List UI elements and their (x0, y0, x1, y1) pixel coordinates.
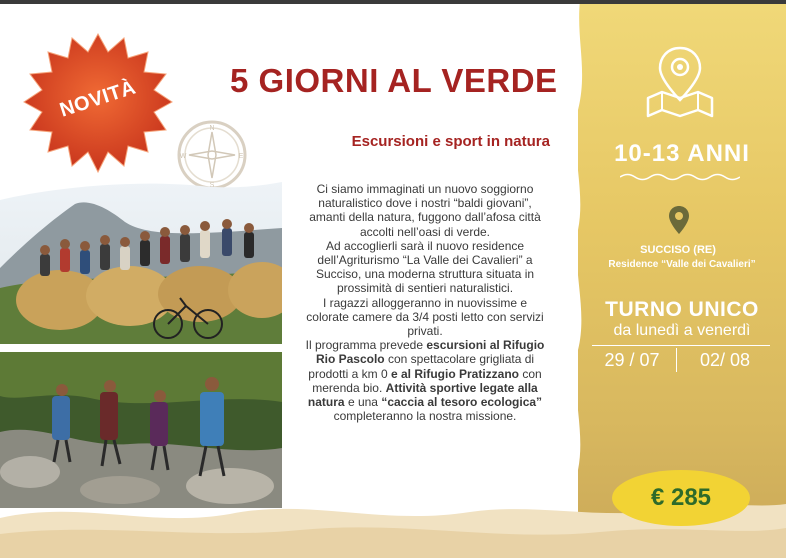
description-p2: Ad accoglierli sarà il nuovo residence dell’Agriturismo “La Valle dei Cavalieri” a Succiso, una moderna struttura situata in prossimità di sentieri naturalistici. (315, 238, 535, 296)
description-p1: Ci siamo immaginati un nuovo soggiorno naturalistico dove i nostri “baldi giovani”, amanti della natura, fuggono dall’afosa città accolti nell’oasi di verde. (309, 182, 541, 239)
date-from: 29 / 07 (604, 350, 660, 370)
p4-bold-f: Attività sportive legate alla natura (307, 380, 538, 410)
hikers-stream-photo (0, 352, 282, 508)
description-p4 (300, 338, 550, 423)
p4-bold-h: “caccia al tesoro ecologica” (381, 395, 543, 410)
price: € 285 (650, 484, 712, 511)
age-range: 10-13 ANNI (614, 140, 750, 167)
p4-text-a: Il programma prevede (305, 338, 427, 353)
location-pin-icon (668, 205, 690, 235)
top-bar (0, 0, 786, 4)
p4-text-c: con spettacolare grigliata di prodotti a km 0 (308, 352, 535, 381)
date-to: 02/ 08 (699, 350, 751, 370)
page-title: 5 GIORNI AL VERDE (230, 62, 558, 99)
description-p3: I ragazzi alloggeranno in nuovissime e colorate camere da 3/4 posti letto con servizi privati. (306, 295, 544, 339)
torn-paper-edge (566, 0, 596, 558)
p4-text-i: completeranno la nostra missione. (333, 409, 517, 424)
date-divider-line (592, 345, 770, 346)
svg-text:E: E (238, 153, 244, 160)
novita-label: NOVITÀ (57, 76, 139, 122)
p4-bold-d: e al Rifugio Pratizzano (391, 366, 520, 381)
wave-divider (620, 172, 740, 182)
svg-text:N: N (209, 125, 215, 132)
location-city: SUCCISO (RE) (640, 244, 716, 256)
location-residence: Residence “Valle dei Cavalieri” (608, 259, 756, 270)
group-hay-bales-photo (0, 178, 282, 344)
p4-text-e: con merenda bio. (312, 366, 542, 395)
description (300, 182, 550, 423)
date-separator (676, 348, 677, 372)
svg-text:W: W (179, 153, 187, 160)
turno-title: TURNO UNICO (605, 298, 759, 321)
p4-bold-b: escursioni al Rifugio Rio Pascolo (315, 338, 545, 367)
turno-days: da lunedì a venerdì (613, 322, 751, 339)
p4-text-g: e una (344, 395, 382, 410)
map-pin-icon (640, 40, 720, 120)
svg-text:S: S (209, 182, 215, 189)
subtitle: Escursioni e sport in natura (351, 133, 550, 150)
